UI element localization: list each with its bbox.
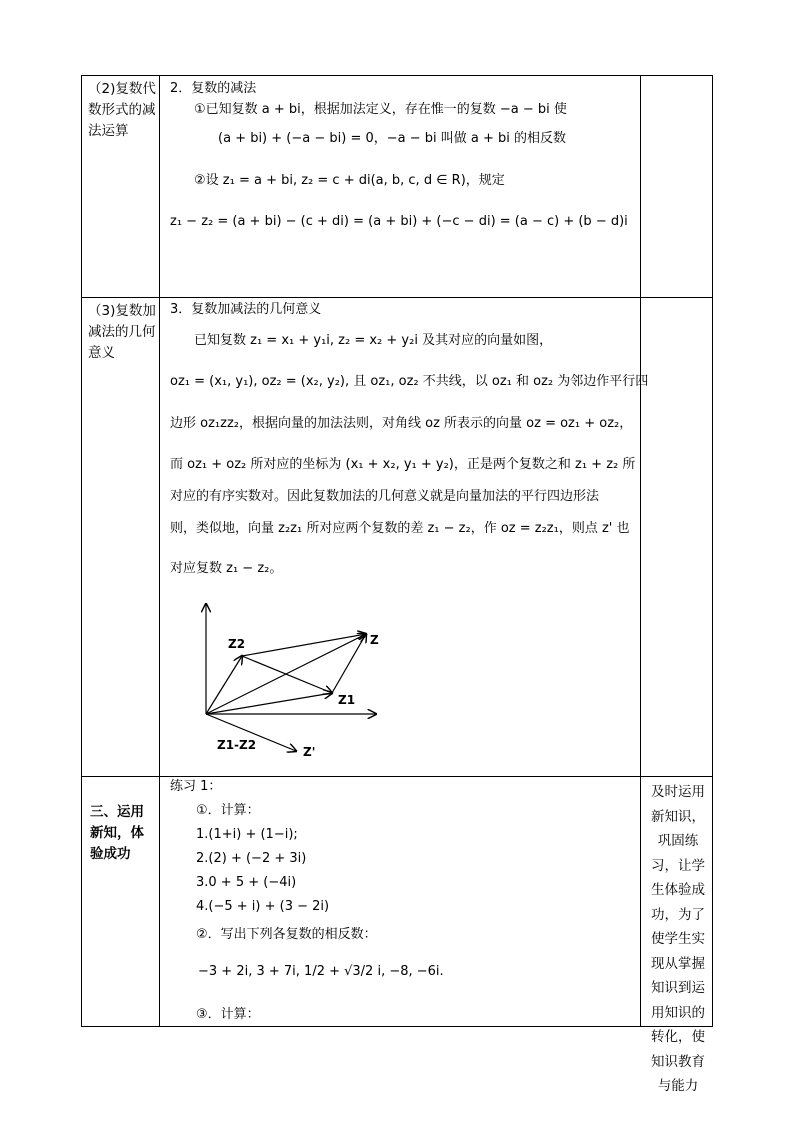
row2-line-5: 对应的有序实数对。因此复数加法的几何意义就是向量加法的平行四边形法 [170,489,600,504]
row2-line-4: 而 oz₁ + oz₂ 所对应的坐标为 (x₁ + x₂, y₁ + y₂)，正是两个复数之和 z₁ + z₂ 所 [170,457,636,472]
teaching-note: 及时运用新知识，巩固练习，让学生体验成功，为了使学生实现从掌握知识到运用知识的转化，使知识教育与能力 [651,784,705,1094]
vector-oz1 [206,693,332,714]
row1-line-2: (a + bi) + (−a − bi) = 0，−a − bi 叫做 a + bi 的相反数 [218,131,567,146]
exercise-item-5: 4.(−5 + i) + (3 − 2i) [196,899,330,914]
column-divider [640,76,641,1026]
exercise-heading: 练习 1： [170,779,222,794]
row2-line-1: 已知复数 z₁ = x₁ + y₁i, z₂ = x₂ + y₂i 及其对应的向量如图， [194,333,553,348]
row2-line-7: 对应复数 z₁ − z₂。 [170,561,283,576]
row3-label: 三、运用新知，体验成功 [90,804,144,862]
row-divider [82,776,712,777]
exercise-item-2: 1.(1+i) + (1−i); [196,827,298,842]
exercise-item-7: −3 + 2i, 3 + 7i, 1/2 + √3/2 i, −8, −6i. [198,964,444,979]
exercise-item-4: 3.0 + 5 + (−4i) [196,875,297,890]
label-z1: Z1 [338,693,356,707]
exercise-item-3: 2.(2) + (−2 + 3i) [196,851,307,866]
row1-line-3: ②设 z₁ = a + bi, z₂ = c + di(a, b, c, d ∈ R)，规定 [194,173,505,188]
row2-line-3: 边形 oz₁zz₂，根据向量的加法法则，对角线 oz 所表示的向量 oz = oz₁ + oz₂， [170,416,633,431]
label-z1-minus-z2: Z1-Z2 [217,738,257,752]
row1-label: （2)复数代数形式的减法运算 [88,81,156,139]
exercise-item-6: ②．写出下列各复数的相反数： [196,927,377,942]
row2-line-2: oz₁ = (x₁, y₁), oz₂ = (x₂, y₂), 且 oz₁, oz₂ 不共线，以 oz₁ 和 oz₂ 为邻边作平行四 [170,374,649,389]
lesson-table [81,75,713,1094]
row1-line-4: z₁ − z₂ = (a + bi) − (c + di) = (a + bi) + (−c − di) = (a − c) + (b − d)i [170,214,628,229]
vector-z2z1 [242,656,332,693]
row-divider [82,297,712,298]
row2-label: （3)复数加减法的几何意义 [88,303,156,361]
label-zprime: Z' [303,745,316,759]
row1-heading: 2．复数的减法 [170,81,257,96]
row2-line-6: 则，类似地，向量 z₂z₁ 所对应两个复数的差 z₁ − z₂，作 oz = z₂z₁，则点 z' 也 [170,521,630,536]
label-z2: Z2 [228,637,246,651]
vector-z2z [242,634,366,656]
column-divider [159,76,160,1026]
exercise-item-1: ①．计算： [196,803,260,818]
exercise-item-8: ③．计算： [196,1007,260,1022]
row2-heading: 3．复数加减法的几何意义 [170,302,322,317]
row1-line-1: ①已知复数 a + bi，根据加法定义，存在惟一的复数 −a − bi 使 [194,102,567,117]
label-z: Z [370,633,379,647]
